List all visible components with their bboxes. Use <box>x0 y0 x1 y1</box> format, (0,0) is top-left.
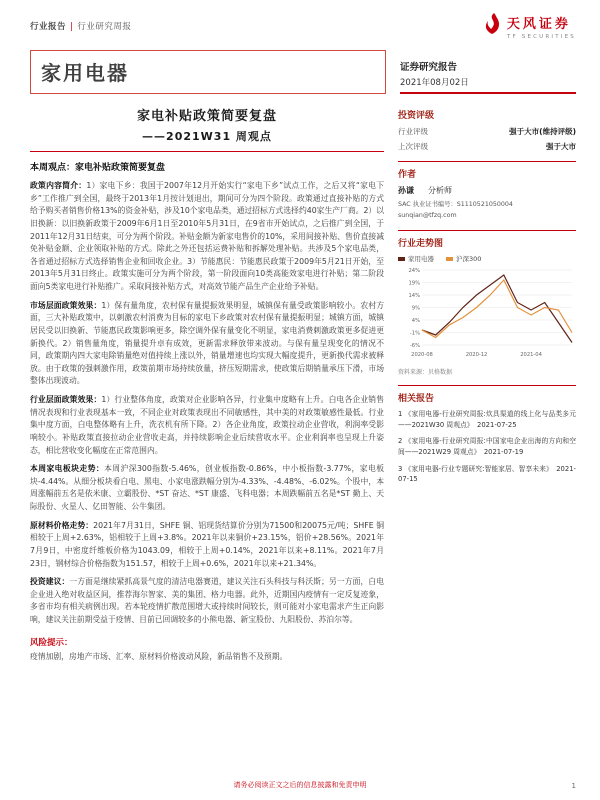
author-section-title: 作者 <box>398 170 417 180</box>
author-section <box>398 161 576 221</box>
risk-title: 风险提示： <box>30 637 73 648</box>
report-category: 行业报告 <box>30 22 67 32</box>
legend-swatch <box>398 257 405 261</box>
rating-section-title: 投资评级 <box>398 111 435 121</box>
report-meta <box>400 50 576 94</box>
related-report-item: 1 《家用电器-行业研究周报:炊具渠道的线上化与品类多元——2021W30 周观点》 2021-07-25 <box>398 410 576 429</box>
legend-item <box>398 254 434 263</box>
subtitle-line2: ——2021W31 周观点 <box>142 130 272 143</box>
page-header <box>30 12 576 40</box>
related-report-item: 3 《家用电器-行业专题研究:智能家居、智享未来》 2021-07-15 <box>398 464 576 484</box>
breadcrumb <box>30 12 131 32</box>
content-columns <box>30 103 576 663</box>
chart-legend <box>398 254 576 263</box>
brand-name: 天风证券 <box>506 16 571 32</box>
rating-value: 强于大市 <box>546 142 576 151</box>
author-role: 分析师 <box>428 186 452 195</box>
svg-text:19%: 19% <box>408 280 420 287</box>
footer-disclaimer: 请务必阅读正文之后的信息披露和免责申明 <box>233 781 367 789</box>
main-column <box>30 103 384 663</box>
tf-flame-icon <box>484 12 502 40</box>
related-reports-title: 相关报告 <box>398 394 435 405</box>
related-reports-list <box>398 409 576 484</box>
svg-text:14%: 14% <box>408 293 420 300</box>
rating-label: 行业评级 <box>398 127 428 136</box>
legend-label: 家用电器 <box>408 255 434 264</box>
page-number: 1 <box>571 782 576 790</box>
related-report-date: 2021-07-25 <box>477 420 517 429</box>
legend-label: 沪深300 <box>456 255 482 264</box>
rating-row <box>398 126 576 137</box>
rating-rows <box>398 126 576 152</box>
industry-title: 家用电器 <box>30 50 386 94</box>
subtitle-line1: 家电补贴政策简要复盘 <box>136 109 277 124</box>
svg-text:9%: 9% <box>411 305 420 312</box>
related-report-date: 2021-07-15 <box>398 464 576 484</box>
svg-text:-1%: -1% <box>409 330 420 337</box>
body-paragraph: 行业层面政策效果：1）行业整体角度，政策对企业影响各异，行业集中度略有上升。白电各企业销售情况表现和行业表现基本一致，不同企业对政策表现出不同敏感性，其中美的对政策敏感性最低。行业集中度方面，白电整体略有上升，洗衣机有所下降。2）各企业角度，政策拉动企业营收，利润率受影响较小。补贴政策直接拉动企业营收走高，并持续影响企业后续营收水平。企业利润率也呈现上升姿态，相比营收变化幅度在正常范围内。 <box>30 395 385 455</box>
trend-chart-section <box>398 230 576 376</box>
svg-text:24%: 24% <box>408 268 420 275</box>
svg-text:2020-12: 2020-12 <box>465 352 488 359</box>
report-subcategory: 行业研究周报 <box>77 22 132 32</box>
body-paragraph: 本周家电板块走势：本周沪深300指数-5.46%，创业板指数-0.86%，中小板指数-3.77%，家电板块-4.44%。从细分板块看白电、黑电、小家电涨跌幅分别为-4.33%、-4.48%、-6.02%。个股中，本周涨幅前五名是依米康、立霸股份、*ST 奋达、*ST 康盛、飞科电器；本周跌幅前五名是*ST 勤上、天际股份、火星人、亿田智能、公牛集团。 <box>30 464 384 511</box>
body-paragraph: 原材料价格走势：2021年7月31日，SHFE 铜、铝现货结算价分别为71500和20075元/吨；SHFE 铜相较于上周+2.63%，铝相较于上周+3.8%。2021年以来铜价+23.15%，铝价+28.56%。2021年7月9日，中密度纤维板价格为1043.09，相较于上周+0.14%，2021年以来+8.11%。2021年7月23日，钢材综合价格指数为151.57，相较于上周+0.6%，2021年以来+21.34%。 <box>30 520 385 568</box>
sidebar <box>398 103 576 663</box>
brand-logo <box>484 12 576 40</box>
page-footer <box>0 780 600 790</box>
svg-text:-6%: -6% <box>409 343 420 350</box>
risk-text: 疫情加剧，房地产市场、汇率、原材料价格波动风险，新品销售不及预期。 <box>30 651 288 661</box>
author-row <box>398 185 576 196</box>
brand-text <box>507 13 576 40</box>
report-date: 2021年08月02日 <box>400 78 469 88</box>
rating-value: 强于大市(维持评级) <box>509 127 576 136</box>
svg-text:2021-04: 2021-04 <box>520 352 542 359</box>
report-type-label: 证券研究报告 <box>400 62 458 73</box>
author-sac: SAC 执业证书编号：S1110521050004 <box>398 201 513 208</box>
chart-section-title: 行业走势图 <box>398 239 444 250</box>
body-paragraph: 投资建议：一方面是继续紧抓高景气度的清洁电器赛道，建议关注石头科技与科沃斯；另一方面，白电企业进入绝对收益区间，推荐海尔智家、美的集团、格力电器。此外，近期国内疫情有一定反复迹象，多省市均有相关病例出现。若本轮疫情扩散范围增大或持续时间较长，则可能对小家电需求产生正向影响，建议关注前期受益于疫情、目前已回调较多的小熊电器、新宝股份、九阳股份、苏泊尔等。 <box>30 577 384 624</box>
brand-name-en: TF SECURITIES <box>506 33 576 40</box>
author-name: 孙谦 <box>398 186 414 195</box>
breadcrumb-divider: | <box>70 22 74 32</box>
chart-source: 资料来源：贝格数据 <box>398 369 453 377</box>
report-subtitle <box>30 103 384 152</box>
svg-text:2020-08: 2020-08 <box>411 352 433 359</box>
title-row <box>30 50 576 94</box>
author-email: sunqian@tfzq.com <box>398 211 457 219</box>
related-reports-section <box>398 385 576 484</box>
body-paragraph: 市场层面政策效果：1）保有量角度，农村保有量提振效果明显，城镇保有量受政策影响较小。农村方面，三大补贴政策中，以刺激农村消费为目标的家电下乡政策对农村保有量提振明显；城镇方面，城镇居民受以旧换新、节能惠民政策影响更多，除空调外保有量变化不明显，家电消费刺激政策更多促进更新换代。2）销售量角度，销量提升卓有成效，更新需求释放带来波动。与保有量呈现变化的情况不同，政策期内四大家电除销量绝对值持续上涨以外，销量增速也均实现大幅度提升，更新换代需求被释放。由于政策的强刺激作用，政策前期市场持续放量，挤压短期需求，使政策后期销量承压下滑，市场整体出现波动。 <box>30 300 385 386</box>
legend-swatch <box>446 257 453 261</box>
svg-text:4%: 4% <box>411 318 420 325</box>
rating-label: 上次评级 <box>398 142 428 151</box>
body-paragraph: 政策内容简介：1）家电下乡：我国于2007年12月开始实行“家电下乡”试点工作，之后又将“家电下乡”工作推广到全国，最终于2013年1月按计划退出，期间可分为四个阶段。政策通过直接补贴的方式给予购买者销售价格13%的资金补贴，涉及10个家电品类，通过招标方式选择约40家生产厂商。2）以旧换新：以旧换新政策于2009年6月1日至2010年5月31日，在9省市开始试点，之后推广到全国，于2011年12月31日结束，可分为两个阶段。补贴金额为新家电售价的10%，采用间接补贴、售价直接减免补贴金额、企业领取补贴的方式。除此之外还包括运费补贴和拆解处理补贴。共涉及5个家电品类，各省通过招标方式选择销售企业和回收企业。3）节能惠民：节能惠民政策于2009年5月21日开始，至2013年5月31日终止。政策实施可分为两个阶段，第一阶段面向10类高能效家电进行补贴；第二阶段面向5类家电进行补贴推广。采取间接补贴方式，对高效节能产品生产企业给予补贴。 <box>30 181 385 291</box>
body-paragraphs <box>30 180 384 627</box>
rating-section <box>398 103 576 152</box>
related-report-date: 2021-07-19 <box>483 448 524 456</box>
trend-chart-svg <box>398 265 576 360</box>
rating-row <box>398 141 576 152</box>
related-report-item: 2 《家用电器-行业研究周报:中国家电企业出海的方向和空间——2021W29 周观点》 2021-07-19 <box>398 437 576 456</box>
weekly-view-lead: 本周观点：家电补贴政策简要复盘 <box>30 163 166 173</box>
legend-item <box>446 254 481 263</box>
